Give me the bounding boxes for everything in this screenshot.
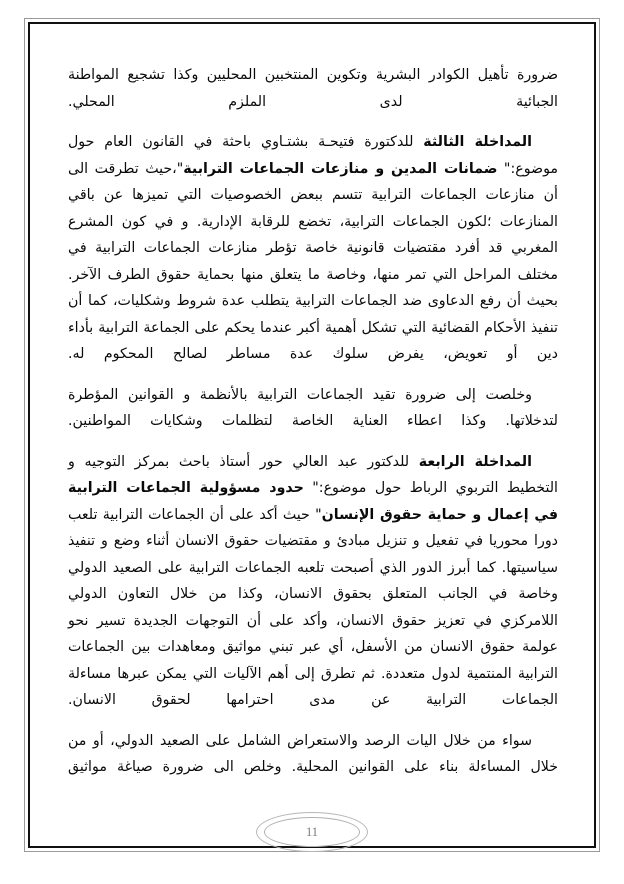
intervention-speaker-fourth: للدكتور عبد العالي حور أستاذ باحث بمركز التوجيه و التخطيط التربوي الرباط حول موضوع:" bbox=[68, 453, 558, 496]
document-text-column bbox=[68, 62, 558, 782]
page-number-badge bbox=[256, 812, 368, 852]
paragraph-text: وخلصت إلى ضرورة تقيد الجماعات الترابية بالأنظمة و القوانين المؤطرة لتدخلاتها. وكذا اعطاء العناية الخاصة لتظلمات وشكايات المواطنين. bbox=[68, 386, 558, 429]
intervention-body-third: "،حيث تطرقت الى أن منازعات الجماعات الترابية تتسم ببعض الخصوصيات التي تميزها عن باقي المنازعات ؛لكون الجماعات الترابية، تخضع للرقابة الإدارية. و في كون المشرع المغربي قد أفرد مقتضيات قانونية خاصة تؤطر منازعات الجماعات الترابية في مختلف المراحل التي تمر منها، وخاصة ما يتعلق منها بحماية حقوق الطرف الآخر. بحيث أن رفع الدعاوى ضد الجماعات الترابية يتطلب عدة شروط وشكليات، كما أن تنفيذ الأحكام القضائية التي تشكل أهمية أكبر عندما يحكم على الجماعة الترابية بأداء دين أو تعويض، يفرض سلوك عدة مساطر لصالح المحكوم له. bbox=[68, 160, 558, 362]
intervention-body-fourth: " حيث أكد على أن الجماعات الترابية تلعب دورا محوريا في تفعيل و تنزيل مبادئ و مقتضيات حقوق الانسان أثناء وضع و تنفيذ سياسيتها. كما أبرز الدور الذي أصبحت تلعبه الجماعات الترابية على الصعيد الدولي وخاصة في الجانب المتعلق بحقوق الانسان، وكذا من خلال التعاون الدولي اللامركزي في تعزيز حقوق الانسان، وأكد على أن التوجهات الجديدة تسير نحو عولمة حقوق الانسان من الأسفل، أي عبر تبني مواثيق ومعاهدات بين الجماعات الترابية المنتمية لدول متعددة. ثم تطرق إلى أهم الآليات التي يمكن عبرها مساءلة الجماعات الترابية عن مدى احترامها لحقوق الانسان. bbox=[68, 506, 558, 708]
page-number-text: 11 bbox=[305, 824, 319, 839]
paragraph-fourth-intervention bbox=[68, 449, 558, 714]
paragraph-third-intervention bbox=[68, 129, 558, 368]
paragraph-text: سواء من خلال اليات الرصد والاستعراض الشامل على الصعيد الدولي، أو من خلال المساءلة بناء على القوانين المحلية. وخلص الى ضرورة صياغة مواثيق bbox=[68, 732, 558, 775]
paragraph-conclusion-third bbox=[68, 382, 558, 435]
paragraph-accountability-mechanisms bbox=[68, 728, 558, 781]
intervention-speaker-third: للدكتورة فتيحـة بشتـاوي باحثة في القانون العام حول موضوع:" bbox=[68, 134, 559, 177]
intervention-label-third: المداخلة الثالثة bbox=[423, 134, 532, 150]
paragraph-text: ضرورة تأهيل الكوادر البشرية وتكوين المنتخبين المحليين وكذا تشجيع المواطنة الجبائية لدى الملزم المحلي. bbox=[68, 67, 558, 110]
paragraph-continuation bbox=[68, 62, 558, 115]
intervention-topic-fourth: حدود مسؤولية الجماعات الترابية في إعمال و حماية حقوق الإنسان bbox=[68, 480, 558, 523]
intervention-topic-third: ضمانات المدين و منازعات الجماعات الترابية bbox=[183, 160, 498, 177]
intervention-label-fourth: المداخلة الرابعة bbox=[418, 453, 532, 470]
